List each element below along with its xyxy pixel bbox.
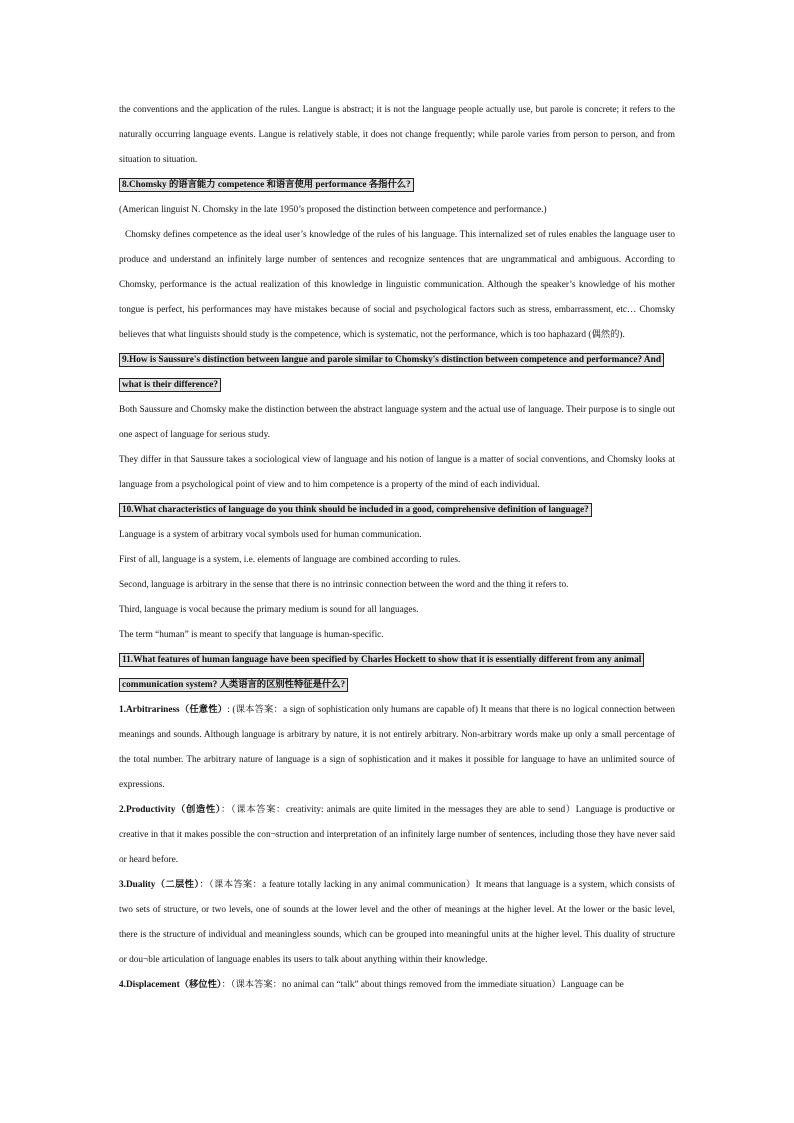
paragraph: Chomsky defines competence as the ideal user’s knowledge of the rules of his language. This internalized set of rules enables the language user to produce and understand an infinitely large number of sentences and recognize sentences that are ungrammatical and ambiguous. According to Chomsky, performance is the actual realization of this knowledge in linguistic communication. Although the speaker’s knowledge of his mother tongue is perfect, his performances may have mistakes because of social and psychological factors such as stress, embarrassment, etc… Chomsky believes that what linguists should study is the competence, which is systematic, not the performance, which is too haphazard (偶然的). — [119, 230, 675, 340]
paragraph: They differ in that Saussure takes a sociological view of language and his notion of langue is a matter of social conventions, and Chomsky looks at language from a psychological point of view and to him competence is a property of the mind of each individual. — [119, 455, 675, 490]
feature-term: 3.Duality（二层性） — [119, 880, 200, 890]
feature-paragraph-displacement — [119, 973, 675, 998]
question-heading-8: 8.Chomsky 的语言能力 competence 和语言使用 performance 各指什么? — [119, 173, 675, 198]
paragraph: Second, language is arbitrary in the sense that there is no intrinsic connection between the word and the thing it refers to. — [119, 580, 569, 590]
feature-paragraph-duality — [119, 873, 675, 973]
paragraph: Language is a system of arbitrary vocal symbols used for human communication. — [119, 530, 422, 540]
paragraph: (American linguist N. Chomsky in the late 1950’s proposed the distinction between competence and performance.) — [119, 205, 547, 215]
question-heading-10: 10.What characteristics of language do you think should be included in a good, comprehensive definition of language? — [119, 498, 675, 523]
feature-paragraph-productivity — [119, 798, 675, 873]
feature-term: 1.Arbitrariness（任意性） — [119, 705, 228, 715]
question-heading-11: 11.What features of human language have been specified by Charles Hockett to show that it is essentially different from any animal communication system? 人类语言的区别性特征是什么? — [119, 648, 675, 698]
feature-text: : (课本答案：a sign of sophistication only humans are capable of) It means that there is no logical connection between meanings and sounds. Although language is arbitrary by nature, it is not entirely arbitrary. Non-arbitrary words make up only a small percentage of the total number. The arbitrary nature of language is a sign of sophistication and it makes it possible for language to have an unlimited source of expressions. — [119, 705, 676, 790]
paragraph: The term “human” is meant to specify that language is human-specific. — [119, 630, 384, 640]
feature-paragraph-arbitrariness — [119, 698, 675, 798]
question-heading-9: 9.How is Saussure's distinction between langue and parole similar to Chomsky's distinction between competence and performance? And what is their difference? — [119, 348, 675, 398]
document-page — [119, 98, 675, 998]
feature-text: ：（课本答案：no animal can “talk” about things removed from the immediate situation）Language can be — [221, 980, 624, 990]
paragraph: Both Saussure and Chomsky make the distinction between the abstract language system and the actual use of language. Their purpose is to single out one aspect of language for serious study. — [119, 405, 675, 440]
paragraph: the conventions and the application of the rules. Langue is abstract; it is not the language people actually use, but parole is concrete; it refers to the naturally occurring language events. Langue is relatively stable, it does not change frequently; while parole varies from person to person, and from situation to situation. — [119, 105, 675, 165]
paragraph: Third, language is vocal because the primary medium is sound for all languages. — [119, 605, 419, 615]
feature-term: 4.Displacement（移位性） — [119, 980, 222, 990]
feature-text: ：（课本答案：a feature totally lacking in any animal communication）It means that language is a system, which consists of two sets of structure, or two levels, one of sounds at the lower level and the other of meanings at the higher level. At the lower or the basic level, there is the structure of individual and meaningless sounds, which can be grouped into meaningful units at the higher level. This duality of structure or dou¬ble articulation of language enables its users to talk about anything within their knowledge. — [119, 880, 675, 965]
feature-text: ：（课本答案：creativity: animals are quite limited in the messages they are able to send）Language is productive or creative in that it makes possible the con¬struction and interpretation of an infinitely large number of sentences, including those they have never said or heard before. — [119, 805, 675, 865]
feature-term: 2.Productivity（创造性） — [119, 805, 222, 815]
paragraph: First of all, language is a system, i.e. elements of language are combined according to rules. — [119, 555, 461, 565]
